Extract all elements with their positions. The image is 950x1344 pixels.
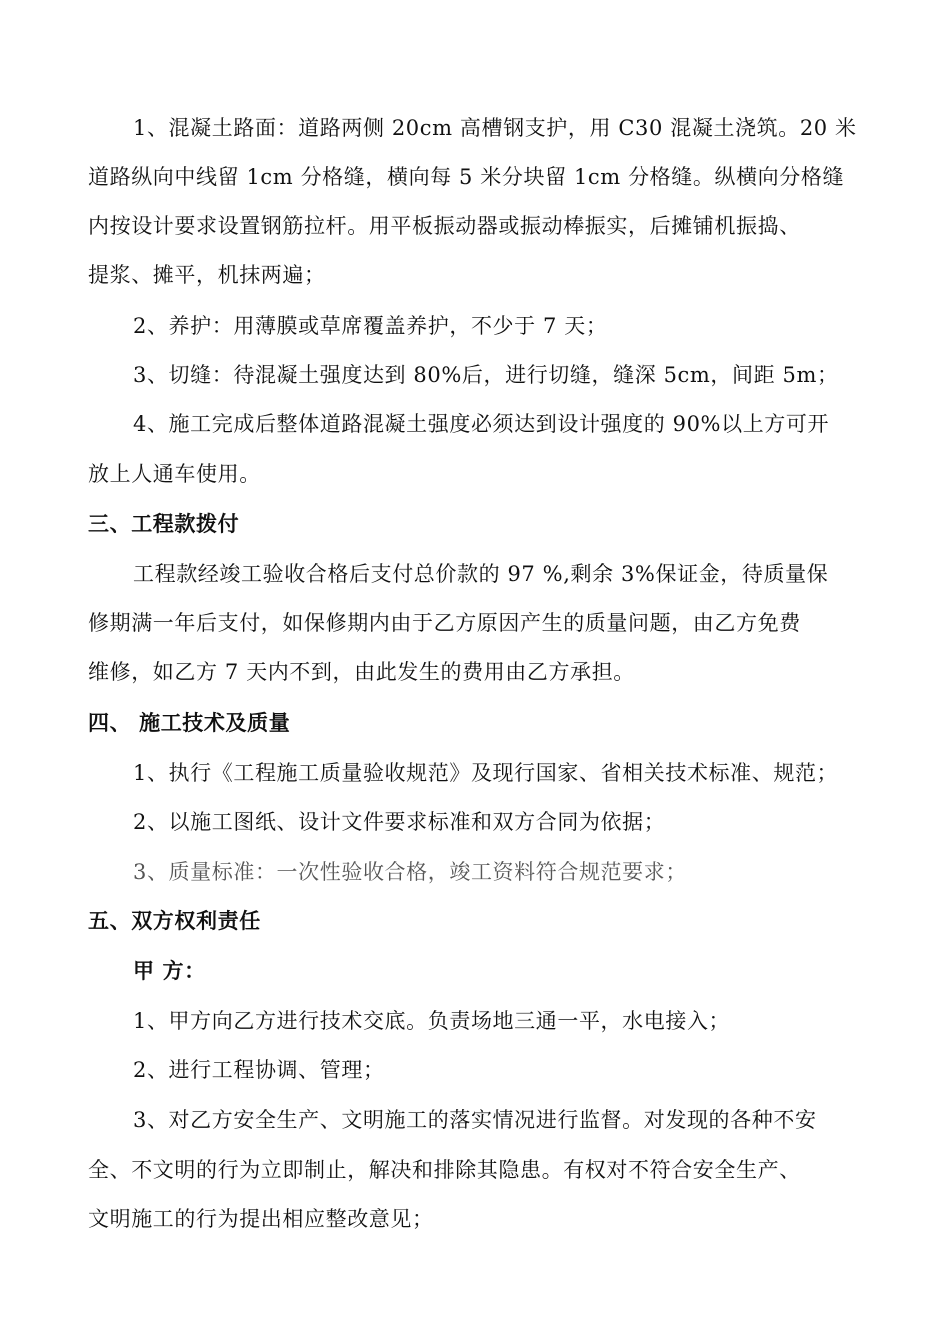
party-a-heading: 甲 方： [133,958,206,983]
paragraph-payment-line3: 维修，如乙方 7 天内不到，由此发生的费用由乙方承担。 [88,660,635,684]
paragraph-concrete-road-line1: 1、混凝土路面：道路两侧 20cm 高槽钢支护，用 C30 混凝土浇筑。20 米 [133,116,857,140]
paragraph-concrete-road-line2: 道路纵向中线留 1cm 分格缝，横向每 5 米分块留 1cm 分格缝。纵横向分格缝 [88,165,845,189]
paragraph-basis: 2、以施工图纸、设计文件要求标准和双方合同为依据； [133,810,666,834]
paragraph-standards: 1、执行《工程施工质量验收规范》及现行国家、省相关技术标准、规范； [133,761,839,785]
paragraph-curing: 2、养护：用薄膜或草席覆盖养护，不少于 7 天； [133,314,608,338]
paragraph-strength-line1: 4、施工完成后整体道路混凝土强度必须达到设计强度的 90%以上方可开 [133,412,830,436]
paragraph-party-a-duty3-line3: 文明施工的行为提出相应整改意见； [88,1207,434,1231]
paragraph-concrete-road-line4: 提浆、摊平，机抹两遍； [88,263,326,287]
paragraph-party-a-duty2: 2、进行工程协调、管理； [133,1058,385,1082]
paragraph-party-a-duty1: 1、甲方向乙方进行技术交底。负责场地三通一平，水电接入； [133,1009,731,1033]
paragraph-payment-line2: 修期满一年后支付，如保修期内由于乙方原因产生的质量问题，由乙方免费 [88,611,801,635]
section-heading-payment: 三、工程款拨付 [88,511,240,536]
paragraph-strength-line2: 放上人通车使用。 [88,462,261,486]
paragraph-payment-line1: 工程款经竣工验收合格后支付总价款的 97 %,剩余 3%保证金，待质量保 [133,562,829,586]
paragraph-concrete-road-line3: 内按设计要求设置钢筋拉杆。用平板振动器或振动棒振实，后摊铺机振捣、 [88,214,801,238]
section-heading-technique-quality: 四、 施工技术及质量 [88,710,291,735]
paragraph-cutting-joints: 3、切缝：待混凝土强度达到 80%后，进行切缝，缝深 5cm，间距 5m； [133,363,839,387]
section-heading-rights-duties: 五、双方权利责任 [88,908,261,933]
paragraph-quality-standard: 3、质量标准：一次性验收合格，竣工资料符合规范要求； [133,860,687,884]
paragraph-party-a-duty3-line2: 全、不文明的行为立即制止，解决和排除其隐患。有权对不符合安全生产、 [88,1158,801,1182]
paragraph-party-a-duty3-line1: 3、对乙方安全生产、文明施工的落实情况进行监督。对发现的各种不安 [133,1108,817,1132]
